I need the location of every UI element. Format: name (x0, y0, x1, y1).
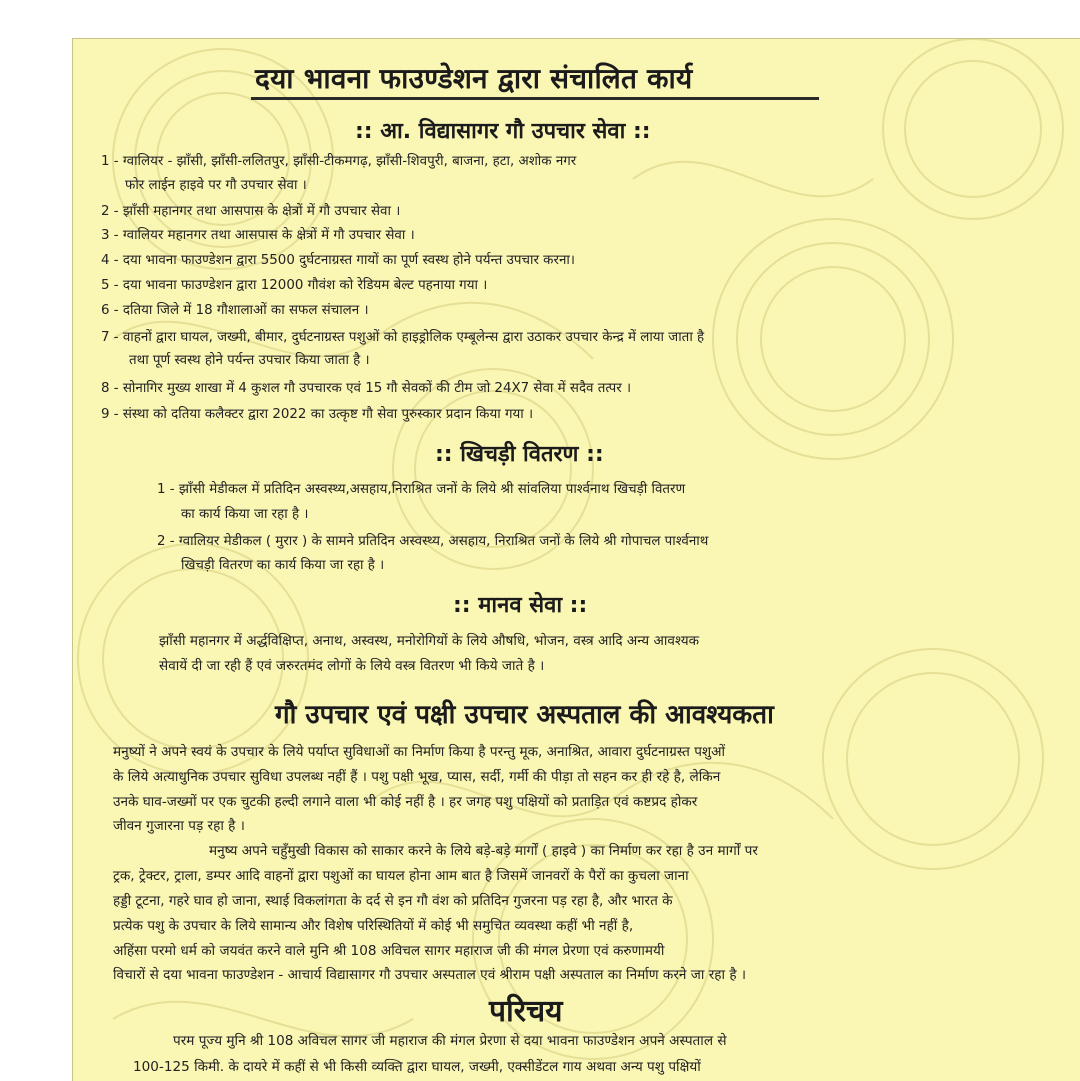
section-heading-parichay: परिचय (489, 994, 563, 1029)
paragraph-line: ट्रक, ट्रेक्टर, ट्राला, डम्पर आदि वाहनों द्वारा पशुओं का घायल होना आम बात है जिसमें जानवरों के पैरों का कुचला जाना (113, 868, 689, 884)
paragraph-line: हड्डी टूटना, गहरे घाव हो जाना, स्थाई विकलांगता के दर्द से इन गौ वंश को प्रतिदिन गुजरना पड़ रहा है, और भारत के (113, 893, 673, 909)
paragraph-line: उनके घाव-जख्मों पर एक चुटकी हल्दी लगाने वाला भी कोई नहीं है । हर जगह पशु पक्षियों को प्रताड़ित एवं कष्टप्रद होकर (113, 794, 698, 810)
list-item: 2 - झाँसी महानगर तथा आसपास के क्षेत्रों में गौ उपचार सेवा । (101, 204, 401, 219)
page-title: दया भावना फाउण्डेशन द्वारा संचालित कार्य (255, 62, 693, 95)
paragraph-line: मनुष्य अपने चहुँमुखी विकास को साकार करने के लिये बड़े-बड़े मार्गों ( हाइवे ) का निर्माण कर रहा है उन मार्गों पर (209, 843, 758, 859)
list-item: 1 - ग्वालियर - झाँसी, झाँसी-ललितपुर, झाँसी-टीकमगढ़, झाँसी-शिवपुरी, बाजना, हटा, अशोक नगर (101, 154, 577, 169)
paragraph-line: प्रत्येक पशु के उपचार के लिये सामान्य और विशेष परिस्थितियों में कोई भी समुचित व्यवस्था कहीं भी नहीं है, (113, 918, 634, 934)
list-item-continuation: तथा पूर्ण स्वस्थ होने पर्यन्त उपचार किया जाता है । (129, 353, 370, 368)
document-page (72, 38, 1080, 1081)
list-item-continuation: खिचड़ी वितरण का कार्य किया जा रहा है । (181, 558, 385, 573)
paragraph-line: जीवन गुजारना पड़ रहा है । (113, 818, 245, 834)
list-item: 6 - दतिया जिले में 18 गौशालाओं का सफल संचालन । (101, 303, 369, 318)
title-underline (251, 97, 819, 100)
section-heading-manav-seva: :: मानव सेवा :: (453, 593, 588, 618)
list-item: 4 - दया भावना फाउण्डेशन द्वारा 5500 दुर्घटनाग्रस्त गायों का पूर्ण स्वस्थ होने पर्यन्त उपचार करना। (101, 253, 575, 268)
list-item: 1 - झाँसी मेडीकल में प्रतिदिन अस्वस्थ्य,असहाय,निराश्रित जनों के लिये श्री सांवलिया पार्श्वनाथ खिचड़ी वितरण (157, 482, 686, 497)
paragraph-line: विचारों से दया भावना फाउण्डेशन - आचार्य विद्यासागर गौ उपचार अस्पताल एवं श्रीराम पक्षी अस्पताल का निर्माण करने जा रहा है । (113, 967, 747, 983)
paragraph-line: 100-125 किमी. के दायरे में कहीं से भी किसी व्यक्ति द्वारा घायल, जख्मी, एक्सीडेंटल गाय अथवा अन्य पशु पक्षियों (133, 1059, 701, 1075)
section-heading-khichdi-vitaran: :: खिचड़ी वितरण :: (435, 442, 604, 467)
list-item: 3 - ग्वालियर महानगर तथा आसपास के क्षेत्रों में गौ उपचार सेवा । (101, 228, 415, 243)
paragraph-line: सेवायें दी जा रही हैं एवं जरुरतमंद लोगों के लिये वस्त्र वितरण भी किये जाते है । (159, 658, 545, 674)
list-item: 5 - दया भावना फाउण्डेशन द्वारा 12000 गौवंश को रेडियम बेल्ट पहनाया गया । (101, 278, 488, 293)
list-item: 2 - ग्वालियर मेडीकल ( मुरार ) के सामने प्रतिदिन अस्वस्थ्य, असहाय, निराश्रित जनों के लिये श्री गोपाचल पार्श्वनाथ (157, 534, 709, 549)
paragraph-line: अहिंसा परमो धर्म को जयवंत करने वाले मुनि श्री 108 अविचल सागर महाराज जी की मंगल प्रेरणा एवं करुणामयी (113, 943, 665, 959)
list-item: 7 - वाहनों द्वारा घायल, जख्मी, बीमार, दुर्घटनाग्रस्त पशुओं को हाइड्रोलिक एम्बूलेन्स द्वारा उठाकर उपचार केन्द्र में लाया जाता है (101, 330, 705, 345)
section-heading-hospital-need: गौ उपचार एवं पक्षी उपचार अस्पताल की आवश्यकता (275, 700, 774, 730)
list-item-continuation: फोर लाईन हाइवे पर गौ उपचार सेवा । (125, 178, 307, 193)
paragraph-line: झाँसी महानगर में अर्द्धविक्षिप्त, अनाथ, अस्वस्थ, मनोरोगियों के लिये औषधि, भोजन, वस्त्र आदि अन्य आवश्यक (159, 633, 700, 649)
list-item-continuation: का कार्य किया जा रहा है । (181, 507, 309, 522)
list-item: 8 - सोनागिर मुख्य शाखा में 4 कुशल गौ उपचारक एवं 15 गौ सेवकों की टीम जो 24X7 सेवा में सदैव तत्पर । (101, 381, 632, 396)
paragraph-line: मनुष्यों ने अपने स्वयं के उपचार के लिये पर्याप्त सुविधाओं का निर्माण किया है परन्तु मूक, अनाश्रित, आवारा दुर्घटनाग्रस्त पशुओं (113, 744, 726, 760)
paragraph-line: के लिये अत्याधुनिक उपचार सुविधा उपलब्ध नहीं हैं । पशु पक्षी भूख, प्यास, सर्दी, गर्मी की पीड़ा तो सहन कर ही रहे है, लेकिन (113, 769, 721, 785)
section-heading-gau-upchar: :: आ. विद्यासागर गौ उपचार सेवा :: (355, 119, 651, 144)
paragraph-line: परम पूज्य मुनि श्री 108 अविचल सागर जी महाराज की मंगल प्रेरणा से दया भावना फाउण्डेशन अपने अस्पताल से (173, 1033, 727, 1049)
list-item: 9 - संस्था को दतिया कलैक्टर द्वारा 2022 का उत्कृष्ट गौ सेवा पुरुस्कार प्रदान किया गया । (101, 407, 534, 422)
